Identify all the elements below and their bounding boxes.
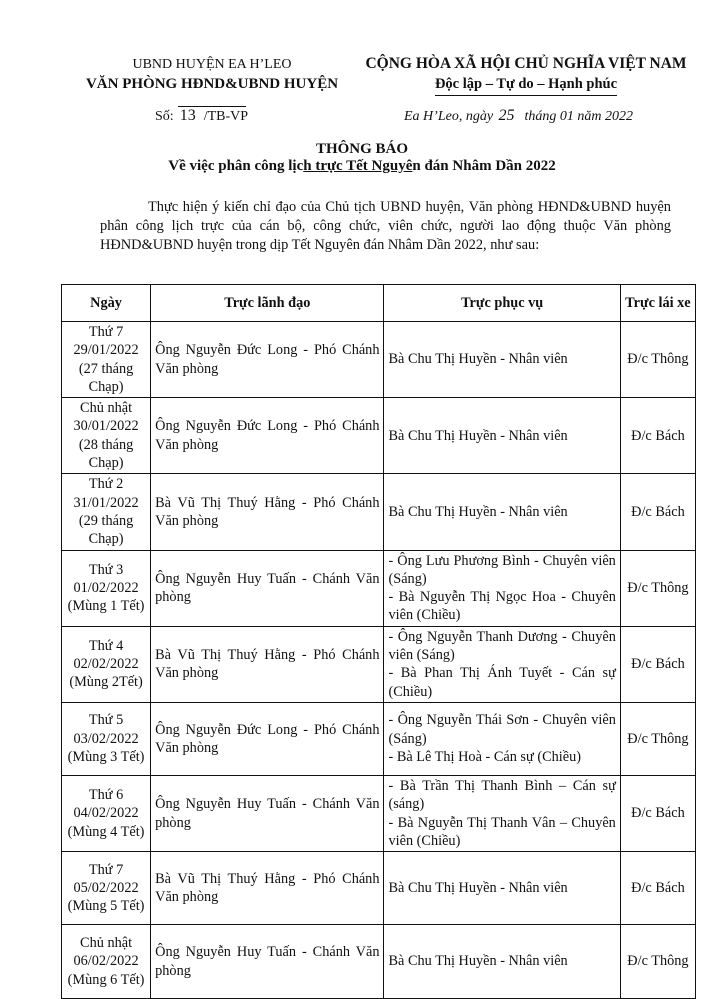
cell-driver: Đ/c Bách: [620, 775, 695, 851]
document-date: [404, 107, 633, 125]
issuer-office: VĂN PHÒNG HĐND&UBND HUYỆN: [85, 76, 339, 92]
document-subtitle: [0, 158, 724, 175]
header-driver: Trực lái xe: [620, 285, 695, 322]
table-row: [62, 398, 696, 474]
cell-driver: Đ/c Bách: [620, 398, 695, 474]
table-row: [62, 852, 696, 925]
cell-driver: Đ/c Bách: [620, 852, 695, 925]
service-line: - Bà Phan Thị Ánh Tuyết - Cán sự (Chiều): [388, 665, 616, 700]
table-row: [62, 322, 696, 398]
document-title: THÔNG BÁO: [315, 141, 409, 157]
cell-driver: Đ/c Thông: [620, 702, 695, 775]
national-motto: Độc lập – Tự do – Hạnh phúc: [435, 74, 617, 96]
cell-driver: Đ/c Thông: [620, 925, 695, 999]
cell-driver: Đ/c Bách: [620, 626, 695, 702]
cell-service: [384, 626, 620, 702]
table-row: [62, 775, 696, 851]
table-row: [62, 925, 696, 999]
national-header: [356, 54, 696, 96]
cell-service: [384, 398, 620, 474]
cell-leader: Ông Nguyễn Huy Tuấn - Chánh Văn phòng: [151, 550, 384, 626]
service-line: Bà Chu Thị Huyền - Nhân viên: [388, 879, 568, 896]
header-day: Ngày: [62, 285, 151, 322]
cell-service: [384, 852, 620, 925]
cell-service: [384, 550, 620, 626]
service-line: Bà Chu Thị Huyền - Nhân viên: [388, 953, 568, 970]
issuer-parent-org: UBND HUYỆN EA H’LEO: [132, 57, 292, 72]
table-row: [62, 626, 696, 702]
date-rest: tháng 01 năm 2022: [524, 109, 634, 124]
service-line: Bà Chu Thị Huyền - Nhân viên: [388, 427, 568, 444]
header-service: Trực phục vụ: [384, 285, 620, 322]
issuer-block: [62, 56, 362, 112]
service-line: - Ông Nguyễn Thái Sơn - Chuyên viên (Sáng): [388, 712, 616, 747]
cell-driver: Đ/c Bách: [620, 474, 695, 550]
cell-service: [384, 322, 620, 398]
cell-leader: Bà Vũ Thị Thuý Hằng - Phó Chánh Văn phòng: [151, 626, 384, 702]
service-line: - Bà Nguyễn Thị Ngọc Hoa - Chuyên viên (Chiều): [388, 589, 616, 624]
national-title: CỘNG HÒA XÃ HỘI CHỦ NGHĨA VIỆT NAM: [365, 55, 687, 72]
cell-driver: Đ/c Thông: [620, 550, 695, 626]
cell-leader: Ông Nguyễn Huy Tuấn - Chánh Văn phòng: [151, 775, 384, 851]
cell-leader: Ông Nguyễn Đức Long - Phó Chánh Văn phòng: [151, 702, 384, 775]
cell-leader: Bà Vũ Thị Thuý Hằng - Phó Chánh Văn phòng: [151, 852, 384, 925]
subtitle-part-1: Về việc phân công lịc: [168, 158, 304, 174]
table-row: [62, 550, 696, 626]
cell-leader: Bà Vũ Thị Thuý Hằng - Phó Chánh Văn phòng: [151, 474, 384, 550]
cell-leader: Ông Nguyễn Huy Tuấn - Chánh Văn phòng: [151, 925, 384, 999]
date-prefix: Ea H’Leo, ngày: [404, 109, 494, 124]
cell-day: Thứ 5 03/02/2022 (Mùng 3 Tết): [62, 702, 151, 775]
service-line: - Bà Nguyễn Thị Thanh Vân – Chuyên viên (Chiều): [388, 814, 616, 849]
cell-leader: Ông Nguyễn Đức Long - Phó Chánh Văn phòng: [151, 322, 384, 398]
service-line: - Ông Nguyễn Thanh Dương - Chuyên viên (Sáng): [388, 628, 616, 664]
service-line: - Bà Lê Thị Hoà - Cán sự (Chiều): [388, 749, 581, 766]
doc-number-label: Số:: [155, 109, 174, 124]
cell-day: Thứ 7 05/02/2022 (Mùng 5 Tết): [62, 852, 151, 925]
service-line: - Ông Lưu Phương Bình - Chuyên viên (Sáng): [388, 552, 616, 587]
table-row: [62, 702, 696, 775]
service-line: Bà Chu Thị Huyền - Nhân viên: [388, 351, 568, 368]
duty-schedule-table: [61, 284, 696, 999]
doc-number-value: 13: [179, 107, 196, 124]
intro-paragraph: Thực hiện ý kiến chỉ đạo của Chủ tịch UBND huyện, Văn phòng HĐND&UBND huyện phân công lịch trực của cán bộ, công chức, viên chức, người lao động thuộc Văn phòng HĐND&UBND huyện trong dịp Tết Nguyên đán Nhâm Dần 2022, như sau:: [100, 199, 671, 253]
cell-driver: Đ/c Thông: [620, 322, 695, 398]
doc-number-suffix: /TB-VP: [203, 109, 249, 124]
table-row: [62, 474, 696, 550]
service-line: - Bà Trần Thị Thanh Bình – Cán sự (sáng): [388, 777, 616, 813]
cell-day: Thứ 7 29/01/2022 (27 tháng Chạp): [62, 322, 151, 398]
cell-day: Chủ nhật 30/01/2022 (28 tháng Chạp): [62, 398, 151, 474]
header-leader: Trực lãnh đạo: [151, 285, 384, 322]
date-day: 25: [498, 107, 515, 124]
cell-service: [384, 474, 620, 550]
cell-day: Chủ nhật 06/02/2022 (Mùng 6 Tết): [62, 925, 151, 999]
table-header-row: [62, 285, 696, 322]
service-line: Bà Chu Thị Huyền - Nhân viên: [388, 503, 568, 520]
cell-service: [384, 775, 620, 851]
subtitle-part-2: h trực Tết Nguyê: [303, 158, 413, 174]
cell-day: Thứ 4 02/02/2022 (Mùng 2Tết): [62, 626, 151, 702]
cell-service: [384, 702, 620, 775]
cell-leader: Ông Nguyễn Đức Long - Phó Chánh Văn phòng: [151, 398, 384, 474]
cell-service: [384, 925, 620, 999]
document-number: [155, 107, 248, 125]
cell-day: Thứ 6 04/02/2022 (Mùng 4 Tết): [62, 775, 151, 851]
cell-day: Thứ 2 31/01/2022 (29 tháng Chạp): [62, 474, 151, 550]
subtitle-part-3: n đán Nhâm Dần 2022: [412, 158, 556, 174]
cell-day: Thứ 3 01/02/2022 (Mùng 1 Tết): [62, 550, 151, 626]
